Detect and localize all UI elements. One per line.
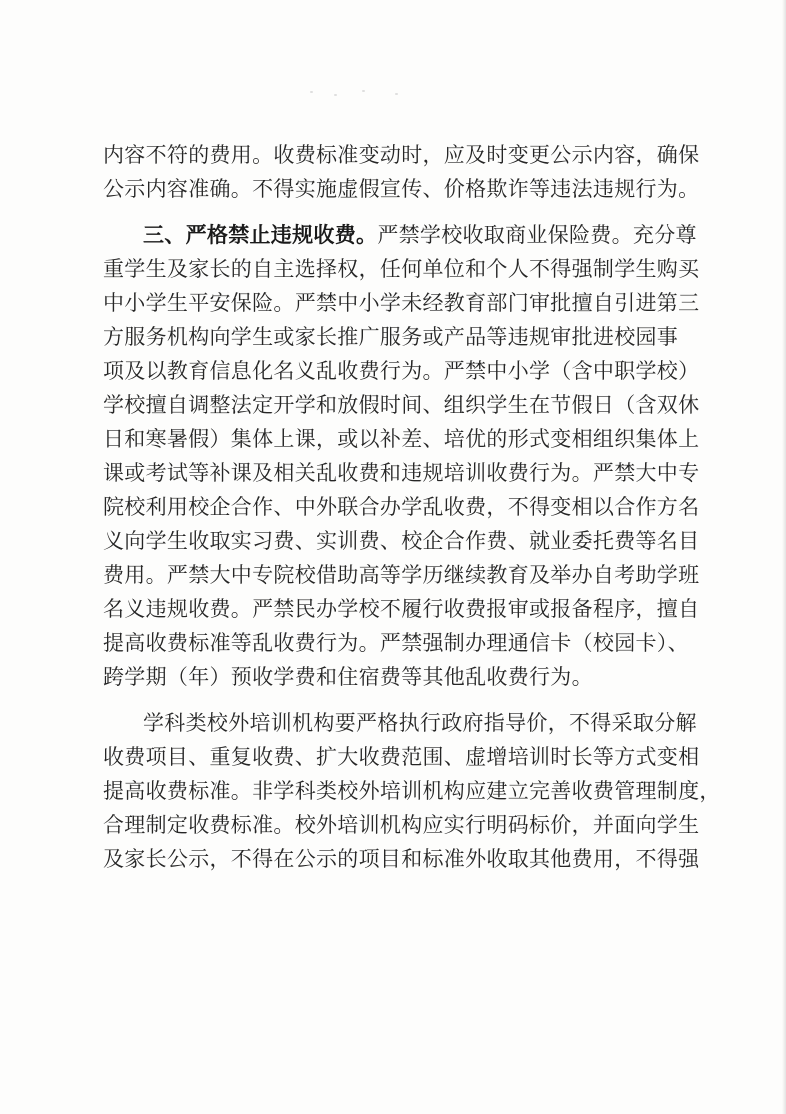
text-line: 义向学生收取实习费、实训费、校企合作费、就业委托费等名目	[103, 529, 700, 553]
text-line: 内容不符的费用。收费标准变动时，应及时变更公示内容，确保	[103, 143, 700, 167]
text-line: 合理制定收费标准。校外培训机构应实行明码标价，并面向学生	[103, 813, 700, 837]
text-line: 中小学生平安保险。严禁中小学未经教育部门审批擅自引进第三	[103, 291, 700, 315]
scan-artifact	[300, 85, 420, 105]
text-span: 学科类校外培训机构要严格执行政府指导价，不得采取分解	[143, 711, 697, 735]
text-line: 收费项目、重复收费、扩大收费范围、虚增培训时长等方式变相	[103, 745, 700, 769]
body-text	[103, 138, 721, 876]
text-line: 公示内容准确。不得实施虚假宣传、价格欺诈等违法违规行为。	[103, 177, 700, 201]
text-line: 日和寒暑假）集体上课，或以补差、培优的形式变相组织集体上	[103, 427, 700, 451]
text-line: 费用。严禁大中专院校借助高等学历继续教育及举办自考助学班	[103, 563, 700, 587]
text-line: 名义违规收费。严禁民办学校不履行收费报审或报备程序，擅自	[103, 597, 700, 621]
text-line: 跨学期（年）预收学费和住宿费等其他乱收费行为。	[103, 665, 593, 689]
page-edge	[782, 0, 786, 1114]
text-line: 项及以教育信息化名义乱收费行为。严禁中小学（含中职学校）	[103, 359, 700, 383]
text-line	[103, 218, 697, 252]
text-line: 方服务机构向学生或家长推广服务或产品等违规审批进校园事	[103, 325, 679, 349]
text-line: 及家长公示，不得在公示的项目和标准外收取其他费用，不得强	[103, 847, 700, 871]
text-line	[103, 706, 697, 740]
text-line: 学校擅自调整法定开学和放假时间、组织学生在节假日（含双休	[103, 393, 700, 417]
paragraph-1	[103, 138, 700, 206]
text-line: 提高收费标准等乱收费行为。严禁强制办理通信卡（校园卡）、	[103, 631, 689, 655]
text-span: 严禁学校收取商业保险费。充分尊	[377, 223, 697, 247]
text-line: 重学生及家长的自主选择权，任何单位和个人不得强制学生购买	[103, 257, 700, 281]
paragraph-3	[103, 706, 721, 876]
section-heading: 三、严格禁止违规收费。	[143, 222, 378, 247]
paragraph-2	[103, 218, 700, 694]
text-line: 院校利用校企合作、中外联合办学乱收费，不得变相以合作方名	[103, 495, 700, 519]
text-line: 提高收费标准。非学科类校外培训机构应建立完善收费管理制度，	[103, 779, 721, 803]
text-line: 课或考试等补课及相关乱收费和违规培训收费行为。严禁大中专	[103, 461, 700, 485]
